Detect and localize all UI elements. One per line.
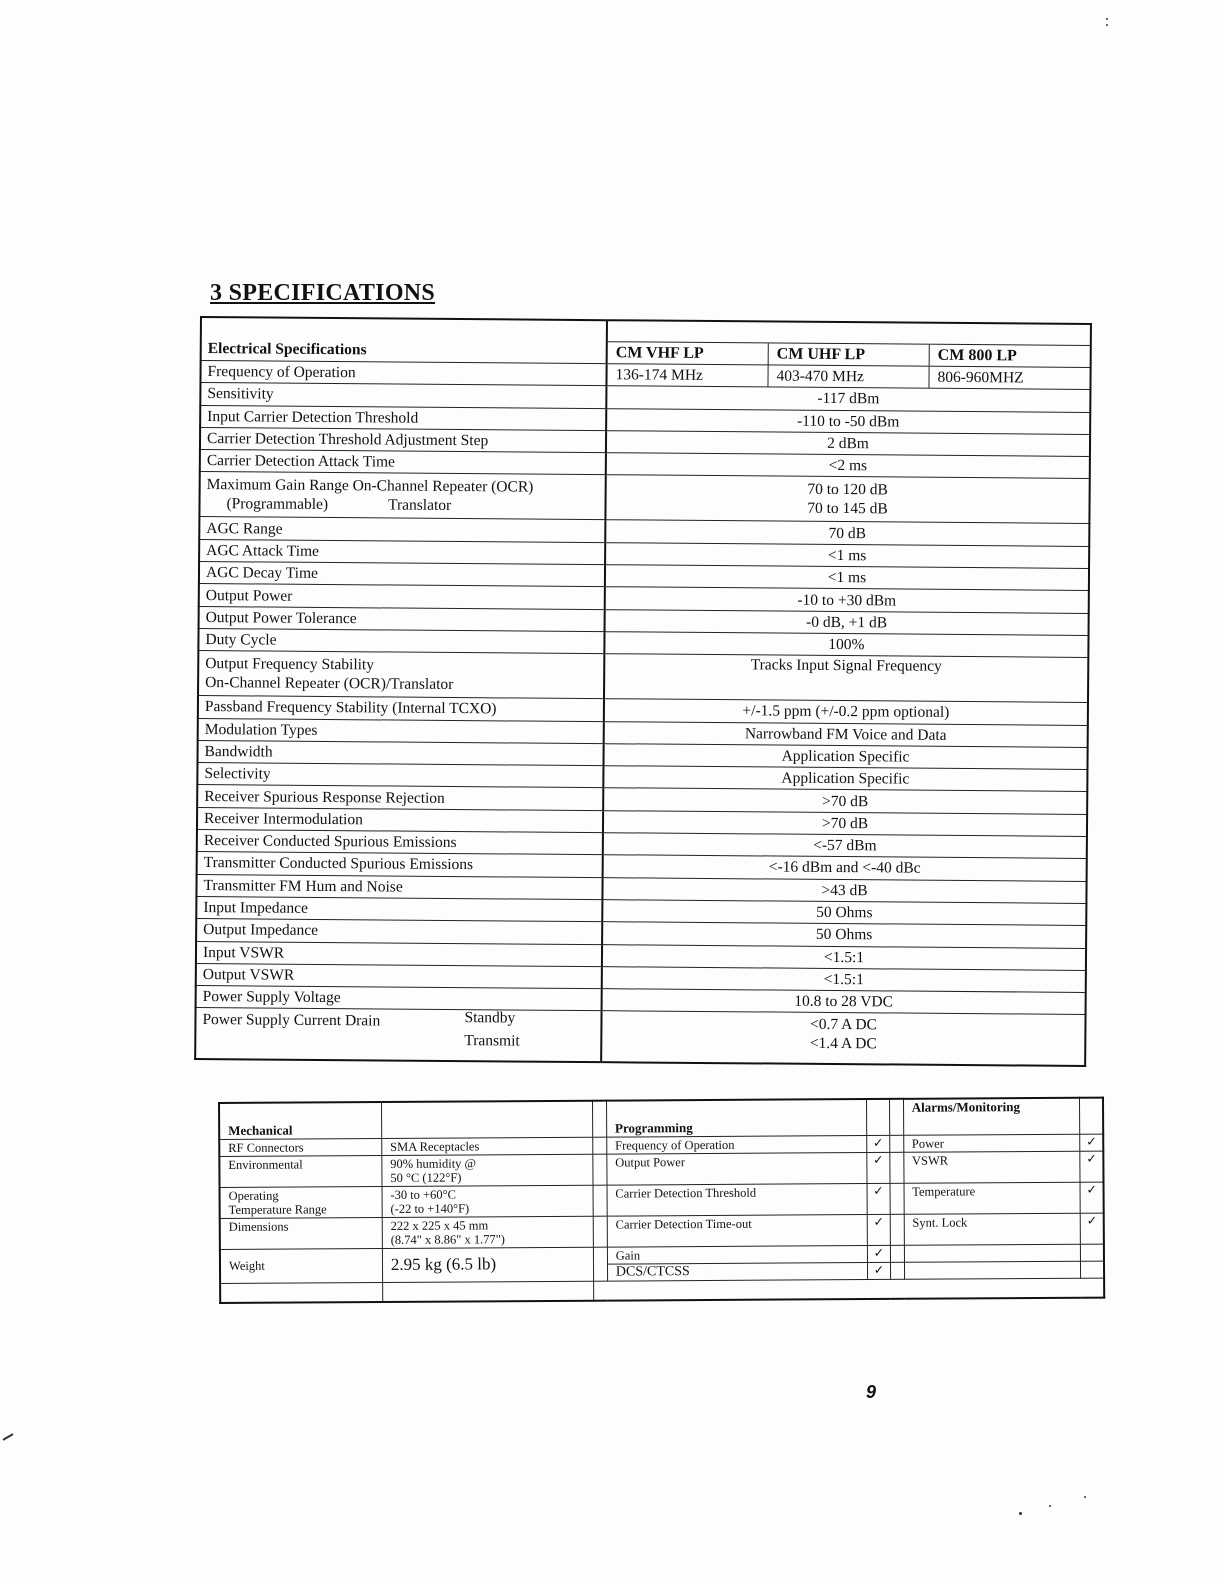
check-icon: ✓ <box>1081 1213 1104 1244</box>
spec-label: Bandwidth <box>197 740 603 765</box>
check-icon: ✓ <box>868 1262 891 1279</box>
spec-value: <1.5:1 <box>602 967 1086 993</box>
frequency-vhf: 136-174 MHz <box>607 364 768 386</box>
electrical-specifications-table <box>194 316 1092 1067</box>
check-icon: ✓ <box>1080 1182 1103 1213</box>
temp-value-line2: (-22 to +140°F) <box>390 1200 470 1216</box>
model-uhf: CM UHF LP <box>769 343 930 365</box>
spec-value: Application Specific <box>603 766 1087 792</box>
spec-label: Transmitter Conducted Spurious Emissions <box>197 852 603 877</box>
current-transmit-value: <1.4 A DC <box>809 1035 877 1053</box>
table-row <box>198 651 1088 703</box>
alarms-header: Alarms/Monitoring <box>903 1098 1080 1135</box>
alarm-item: Power <box>903 1134 1080 1152</box>
current-standby: Standby <box>464 1009 516 1027</box>
temp-value-line1: -30 to +60°C <box>390 1187 456 1202</box>
model-vhf: CM VHF LP <box>608 342 769 364</box>
env-value <box>382 1154 593 1186</box>
model-800: CM 800 LP <box>937 346 1017 365</box>
env-label: Environmental <box>219 1155 382 1187</box>
frequency-800: 806-960MHZ <box>937 368 1024 387</box>
spec-value: +/-1.5 ppm (+/-0.2 ppm optional) <box>604 699 1088 725</box>
weight-label: Weight <box>220 1248 383 1283</box>
gain-programmable: (Programmable) <box>226 495 329 514</box>
spec-value: >43 dB <box>602 877 1086 903</box>
env-value-line1: 90% humidity @ <box>390 1155 477 1171</box>
rf-label: RF Connectors <box>219 1138 381 1156</box>
spec-label: Output Power <box>199 584 605 609</box>
spec-value: Narrowband FM Voice and Data <box>604 721 1088 747</box>
table-row <box>220 1278 1104 1303</box>
spec-label: Input Impedance <box>196 896 602 921</box>
table-row <box>219 1098 1103 1139</box>
check-icon: ✓ <box>867 1135 890 1152</box>
check-icon: ✓ <box>867 1152 890 1183</box>
alarm-item: Temperature <box>904 1182 1081 1214</box>
rf-value: SMA Receptacles <box>382 1137 593 1155</box>
mechanical-header: Mechanical <box>219 1102 382 1139</box>
electrical-header: Electrical Specifications <box>201 317 607 364</box>
spec-value: <1.5:1 <box>602 944 1086 970</box>
stability-value: Tracks Input Signal Frequency <box>604 654 1088 703</box>
frequency-uhf: 403-470 MHz <box>768 366 929 388</box>
spec-label: Carrier Detection Threshold Adjustment Step <box>200 427 606 452</box>
model-header <box>608 342 1090 367</box>
spec-value: >70 dB <box>603 788 1087 814</box>
scan-speck <box>1106 18 1108 20</box>
stability-label <box>198 651 604 699</box>
dim-value-line2: (8.74" x 8.86" x 1.77") <box>390 1231 505 1247</box>
temp-label-line1: Operating <box>228 1188 279 1203</box>
scan-speck <box>1019 1512 1022 1515</box>
spec-value: 10.8 to 28 VDC <box>602 989 1086 1015</box>
spec-value: <2 ms <box>606 453 1090 479</box>
spec-value: <1 ms <box>605 565 1089 591</box>
gain-translator: Translator <box>388 496 452 515</box>
gain-label-line2 <box>206 495 598 517</box>
table-row <box>195 1008 1085 1066</box>
spec-label: Input Carrier Detection Threshold <box>200 405 606 430</box>
prog-item: Output Power <box>607 1152 868 1185</box>
temp-label <box>220 1186 383 1218</box>
spec-value: 50 Ohms <box>602 922 1086 948</box>
scan-speck <box>2 1433 13 1441</box>
spec-label: Selectivity <box>197 763 603 788</box>
spec-label: Sensitivity <box>200 383 606 408</box>
prog-item: Carrier Detection Threshold <box>607 1183 868 1216</box>
spec-value: Application Specific <box>603 744 1087 770</box>
alarm-item: VSWR <box>903 1151 1080 1183</box>
spec-label: Output VSWR <box>196 963 602 988</box>
spec-value: 2 dBm <box>606 431 1090 457</box>
env-value-line2: 50 °C (122°F) <box>390 1170 462 1185</box>
spec-label: Modulation Types <box>198 718 604 743</box>
frequency-label: Frequency of Operation <box>200 361 606 386</box>
gain-value-ocr: 70 to 120 dB <box>807 481 888 499</box>
spec-value: -0 dB, +1 dB <box>605 609 1089 635</box>
spec-value: <-16 dBm and <-40 dBc <box>603 855 1087 881</box>
spec-label: Output Power Tolerance <box>199 606 605 631</box>
table-row <box>199 472 1089 524</box>
temp-value <box>382 1185 593 1217</box>
check-icon: ✓ <box>867 1183 890 1214</box>
check-icon: ✓ <box>868 1245 891 1262</box>
spec-value: 50 Ohms <box>602 900 1086 926</box>
page-number: 9 <box>866 1382 877 1402</box>
gain-value-translator: 70 to 145 dB <box>807 500 888 518</box>
spec-value: <-57 dBm <box>603 833 1087 859</box>
table-header-row <box>201 317 1091 367</box>
temp-label-line2: Temperature Range <box>228 1201 327 1217</box>
check-icon: ✓ <box>867 1214 890 1245</box>
alarm-item: Synt. Lock <box>904 1213 1081 1245</box>
current-standby-value: <0.7 A DC <box>809 1016 877 1034</box>
gain-label-line1: Maximum Gain Range On-Channel Repeater (OCR) <box>206 476 534 497</box>
prog-item: Frequency of Operation <box>607 1135 867 1154</box>
gain-values <box>605 475 1089 524</box>
scan-speck <box>1084 1496 1086 1498</box>
current-values <box>601 1011 1085 1066</box>
spec-label: Duty Cycle <box>198 628 604 653</box>
stability-label-line2: On-Channel Repeater (OCR)/Translator <box>205 674 454 694</box>
spec-label: AGC Attack Time <box>199 539 605 564</box>
spec-label: Carrier Detection Attack Time <box>200 450 606 475</box>
prog-item: Gain <box>607 1245 867 1264</box>
spec-value: -10 to +30 dBm <box>605 587 1089 613</box>
spec-label: Output Impedance <box>196 919 602 944</box>
check-icon: ✓ <box>1080 1151 1103 1182</box>
spec-value: >70 dB <box>603 810 1087 836</box>
spec-label: AGC Decay Time <box>199 562 605 587</box>
dim-value <box>382 1216 593 1248</box>
spec-label: Power Supply Voltage <box>196 986 602 1011</box>
dim-value-line1: 222 x 225 x 45 mm <box>390 1217 489 1233</box>
spec-label: Passband Frequency Stability (Internal TCXO) <box>198 696 604 721</box>
frequency-values <box>607 364 1089 389</box>
spec-label: Receiver Intermodulation <box>197 807 603 832</box>
spec-label: Transmitter FM Hum and Noise <box>196 874 602 899</box>
spec-value: <1 ms <box>605 542 1089 568</box>
spec-label: AGC Range <box>199 517 605 542</box>
check-icon: ✓ <box>1080 1134 1103 1151</box>
current-label <box>195 1008 601 1063</box>
page-title: 3 SPECIFICATIONS <box>210 280 436 306</box>
gain-label <box>199 472 605 520</box>
prog-item: Carrier Detection Time-out <box>607 1214 868 1247</box>
weight-value: 2.95 kg (6.5 lb) <box>382 1247 593 1282</box>
spec-value: -110 to -50 dBm <box>606 408 1090 434</box>
scan-speck <box>1049 1505 1051 1507</box>
scan-speck <box>1106 24 1108 26</box>
spec-value: 100% <box>604 632 1088 658</box>
spec-value: 70 dB <box>605 520 1089 546</box>
dim-label: Dimensions <box>220 1217 383 1249</box>
spec-label: Input VSWR <box>196 941 602 966</box>
spec-label: Receiver Spurious Response Rejection <box>197 785 603 810</box>
current-transmit: Transmit <box>464 1032 520 1050</box>
spec-value: -117 dBm <box>606 386 1090 412</box>
programming-header: Programming <box>606 1099 867 1137</box>
current-label-text: Power Supply Current Drain <box>202 1011 381 1030</box>
prog-item: DCS/CTCSS <box>607 1262 867 1281</box>
mechanical-programming-alarms-table <box>218 1097 1105 1304</box>
spec-label: Receiver Conducted Spurious Emissions <box>197 830 603 855</box>
stability-label-line1: Output Frequency Stability <box>205 655 375 674</box>
